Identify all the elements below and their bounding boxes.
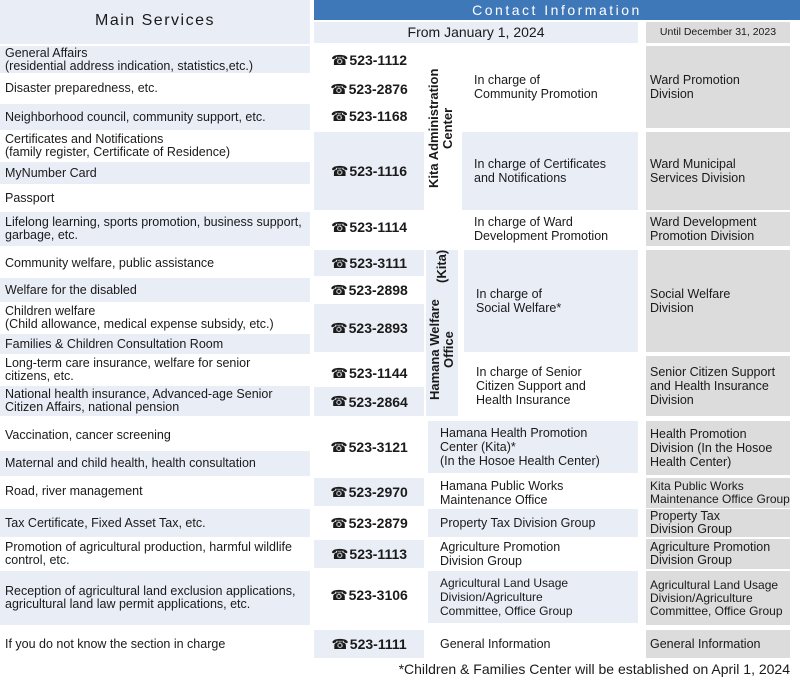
service-text: agricultural land law permit applications, etc.: [5, 597, 251, 611]
phone-text: 523-2864: [348, 393, 408, 410]
phone-icon: ☎: [330, 364, 349, 381]
phone-icon: ☎: [330, 107, 349, 124]
old-division-text: Division (In the Hosoe: [650, 441, 773, 455]
old-division-text: Promotion Division: [650, 229, 755, 243]
phone-number: [314, 103, 424, 129]
phone-text: 523-1111: [349, 636, 407, 652]
phone-text: 523-3111: [349, 255, 408, 271]
service-row: [0, 304, 310, 332]
contact-text: In charge of Certificates: [474, 157, 607, 171]
old-division-text: Division: [650, 393, 694, 407]
contact-text: Division/Agriculture: [440, 590, 543, 604]
contact-text: Maintenance Office: [440, 493, 548, 507]
contact-text: General Information: [440, 637, 551, 651]
service-text: Citizen Affairs, national pension: [5, 400, 180, 414]
service-row: [0, 356, 310, 384]
contact-text: Hamana Public Works: [440, 479, 564, 493]
old-division-text: Ward Promotion: [650, 73, 740, 87]
old-division-text: Agricultural Land Usage: [650, 577, 779, 592]
phone-text: 523-1114: [349, 219, 408, 235]
phone-text: 523-1144: [349, 365, 408, 381]
old-division-text: Property Tax: [650, 509, 720, 523]
contact-text: In charge of Senior: [476, 365, 582, 379]
office-text: (Kita): [434, 250, 449, 284]
kita-administration-center-label: [426, 46, 456, 210]
old-division-cell: [646, 46, 790, 128]
contact-cell: [462, 212, 638, 246]
service-row: [0, 162, 310, 184]
phone-icon: ☎: [330, 254, 349, 271]
old-division-cell: [646, 212, 790, 246]
phone-icon: ☎: [330, 218, 349, 235]
service-text: Maternal and child health, health consultation: [5, 456, 256, 470]
old-division-text: General Information: [650, 637, 761, 651]
service-text: Neighborhood council, community support, etc.: [5, 109, 266, 124]
phone-icon: ☎: [330, 80, 348, 97]
service-text: Families & Children Consultation Room: [5, 336, 224, 351]
phone-number: [314, 359, 424, 387]
old-division-text: Health Promotion: [650, 427, 747, 441]
contact-cell: [428, 539, 638, 569]
contact-text: In charge of: [476, 287, 543, 301]
service-text: (residential address indication, statistics,etc.): [5, 58, 254, 73]
phone-number: [314, 278, 424, 302]
office-text: Hamana Welfare Office: [427, 299, 456, 401]
contact-text: and Notifications: [474, 171, 567, 185]
contact-text: (In the Hosoe Health Center): [440, 454, 600, 468]
service-text: MyNumber Card: [5, 165, 97, 180]
contact-text: Development Promotion: [474, 229, 609, 243]
old-division-text: Ward Development: [650, 215, 757, 229]
old-division-cell: [646, 509, 790, 537]
service-row: [0, 212, 310, 246]
service-text: National health insurance, Advanced-age Senior: [5, 387, 273, 401]
phone-text: 523-2893: [348, 320, 408, 336]
phone-number: [314, 387, 424, 416]
phone-icon: ☎: [330, 483, 348, 500]
old-division-cell: [646, 478, 790, 508]
phone-text: 523-2970: [348, 484, 408, 500]
contact-text: Center (Kita)*: [440, 440, 516, 454]
service-text: Long-term care insurance, welfare for senior: [5, 356, 251, 370]
service-row: [0, 421, 310, 449]
old-division-text: Ward Municipal: [650, 157, 736, 171]
phone-icon: ☎: [330, 319, 348, 336]
phone-icon: ☎: [330, 393, 348, 409]
old-division-text: Kita Public Works: [650, 479, 744, 493]
old-division-text: Division: [650, 301, 694, 315]
phone-icon: ☎: [330, 545, 349, 562]
phone-icon: ☎: [330, 162, 349, 179]
contact-text: Community Promotion: [474, 87, 598, 101]
old-division-text: Maintenance Office Group: [650, 492, 790, 506]
phone-text: 523-2879: [348, 515, 408, 531]
old-division-text: Services Division: [650, 171, 746, 185]
service-text: Disaster preparedness, etc.: [5, 81, 158, 95]
old-division-text: Division/Agriculture: [650, 590, 753, 605]
until-date-header: Until December 31, 2023: [646, 22, 790, 43]
old-division-cell: [646, 132, 790, 210]
phone-number: [314, 132, 424, 210]
service-row: [0, 478, 310, 505]
contact-text: Social Welfare*: [476, 301, 562, 315]
service-text: General Affairs: [5, 45, 88, 60]
phone-number: [314, 46, 424, 74]
service-text: If you do not know the section in charge: [5, 636, 226, 651]
contact-text: Agriculture Promotion: [440, 540, 561, 554]
service-text: garbage, etc.: [5, 228, 78, 242]
service-row: [0, 186, 310, 210]
phone-number: [314, 250, 424, 276]
service-text: Children welfare: [5, 304, 96, 318]
contact-information-header: Contact Information: [314, 0, 800, 20]
service-text: Reception of agricultural land exclusion applications,: [5, 584, 296, 598]
old-division-cell: [646, 356, 790, 416]
service-text: Vaccination, cancer screening: [5, 427, 171, 442]
phone-number: [314, 580, 424, 610]
phone-number: [314, 212, 424, 242]
old-division-text: and Health Insurance: [650, 379, 769, 393]
contact-text: In charge of Ward: [474, 215, 573, 229]
service-text: Road, river management: [5, 484, 143, 498]
service-row: [0, 509, 310, 537]
service-text: Certificates and Notifications: [5, 132, 164, 146]
service-text: (Child allowance, medical expense subsidy, etc.): [5, 317, 274, 331]
contact-text: Hamana Health Promotion: [440, 426, 588, 440]
phone-number: [314, 478, 424, 506]
phone-number: [314, 509, 424, 537]
service-row: [0, 132, 310, 160]
contact-cell: [428, 630, 638, 658]
phone-number: [314, 304, 424, 352]
phone-number: [314, 630, 424, 658]
service-row: [0, 334, 310, 354]
from-date-header: From January 1, 2024: [314, 22, 638, 43]
service-row: [0, 250, 310, 276]
old-division-text: Senior Citizen Support: [650, 365, 776, 379]
contact-cell: [428, 421, 638, 473]
service-text: (family register, Certificate of Residence): [5, 145, 231, 159]
service-text: Passport: [5, 190, 55, 205]
contact-text: Committee, Office Group: [440, 604, 573, 618]
contact-text: Division Group: [440, 554, 522, 568]
old-division-text: Division: [650, 87, 694, 101]
service-row: [0, 46, 310, 73]
contact-cell: [428, 571, 638, 623]
old-division-cell: [646, 539, 790, 569]
phone-text: 523-3106: [348, 587, 408, 603]
service-text: Tax Certificate, Fixed Asset Tax, etc.: [5, 515, 206, 530]
old-division-cell: [646, 421, 790, 475]
service-row: [0, 278, 310, 302]
main-services-header: Main Services: [0, 0, 310, 44]
contact-cell: [428, 478, 638, 508]
phone-text: 523-2898: [348, 282, 408, 298]
phone-text: 523-2876: [348, 81, 408, 97]
contact-text: Citizen Support and: [476, 379, 586, 393]
old-division-cell: [646, 250, 790, 352]
service-text: Lifelong learning, sports promotion, business support,: [5, 215, 302, 229]
phone-text: 523-1168: [349, 108, 408, 124]
old-division-cell: [646, 571, 790, 625]
office-text: Kita Administration Center: [426, 68, 455, 188]
service-text: citizens, etc.: [5, 369, 74, 383]
service-row: [0, 539, 310, 569]
contact-cell: [428, 509, 638, 537]
service-row: [0, 630, 310, 658]
service-text: Welfare for the disabled: [5, 282, 137, 297]
phone-icon: ☎: [330, 586, 348, 603]
service-row: [0, 571, 310, 625]
contact-text: Health Insurance: [476, 393, 571, 407]
phone-icon: ☎: [330, 438, 348, 455]
old-division-text: Agriculture Promotion: [650, 540, 771, 554]
service-text: Promotion of agricultural production, harmful wildlife: [5, 540, 292, 554]
phone-number: [314, 421, 424, 473]
contact-cell: [462, 46, 638, 128]
service-text: Community welfare, public assistance: [5, 255, 215, 270]
phone-text: 523-1116: [349, 163, 408, 179]
service-row: [0, 75, 310, 102]
contact-cell: [462, 132, 638, 210]
service-row: [0, 451, 310, 476]
phone-text: 523-1113: [349, 546, 408, 562]
old-division-text: Division Group: [650, 522, 732, 536]
footnote: *Children & Families Center will be established on April 1, 2024: [398, 661, 790, 677]
phone-text: 523-3121: [348, 439, 408, 455]
service-row: [0, 104, 310, 130]
hamana-welfare-office-label: [426, 250, 458, 416]
old-division-text: Social Welfare: [650, 287, 731, 301]
phone-number: [314, 75, 424, 103]
phone-number: [314, 540, 424, 568]
old-division-text: Division Group: [650, 553, 732, 567]
phone-text: 523-1112: [349, 52, 408, 68]
contact-cell: [464, 356, 638, 416]
contact-cell: [464, 250, 638, 352]
contact-text: In charge of: [474, 73, 541, 87]
service-text: control, etc.: [5, 553, 70, 567]
contact-text: Property Tax Division Group: [440, 516, 596, 530]
old-division-text: Health Center): [650, 455, 732, 469]
phone-icon: ☎: [330, 514, 348, 531]
phone-icon: ☎: [330, 281, 348, 298]
contact-text: Agricultural Land Usage: [440, 576, 569, 590]
phone-icon: ☎: [331, 635, 349, 652]
old-division-text: Committee, Office Group: [650, 603, 783, 618]
phone-icon: ☎: [330, 51, 349, 68]
service-row: [0, 386, 310, 416]
old-division-cell: [646, 630, 790, 658]
